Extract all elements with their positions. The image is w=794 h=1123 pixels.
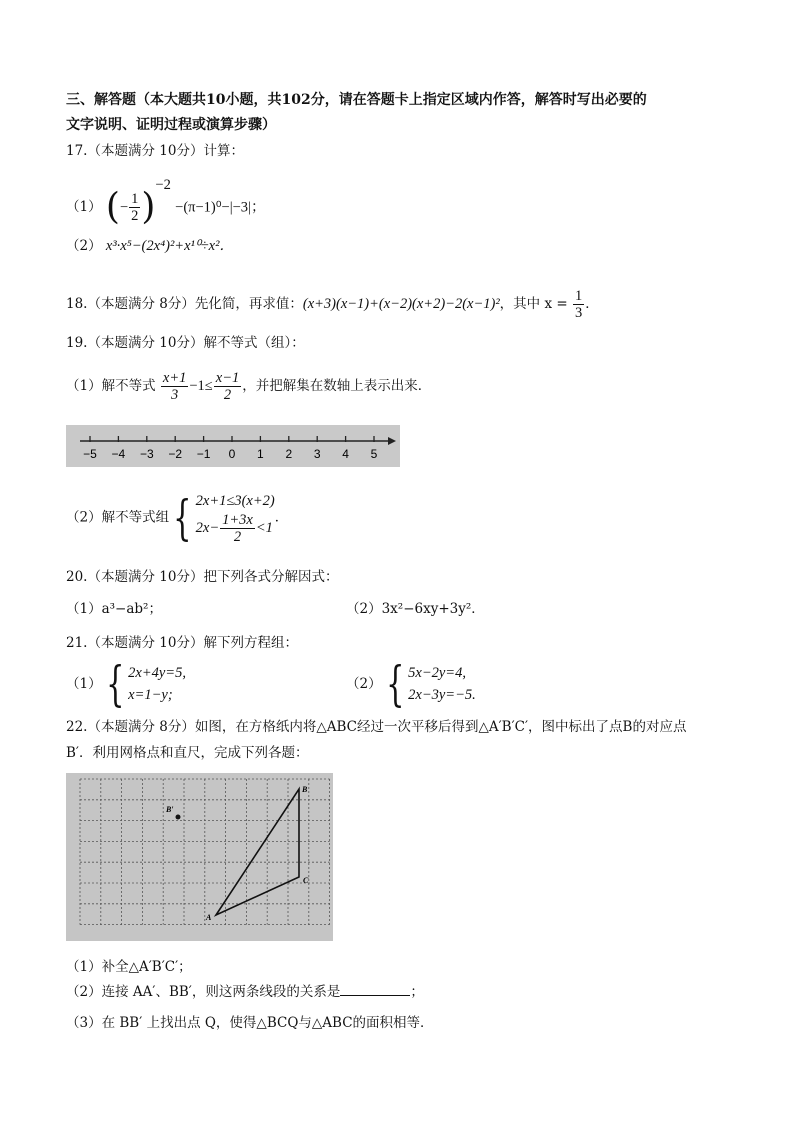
q22-line2: B′．利用网格点和直尺，完成下列各题： xyxy=(66,745,309,761)
q19-system-brace: { xyxy=(173,489,192,546)
q18-end: ． xyxy=(585,296,599,312)
number-line-tick-label: −5 xyxy=(83,447,97,461)
number-line-tick-label: −1 xyxy=(196,447,211,461)
q19-fraction2: $\frac{x-1}{2}$ xyxy=(215,370,240,403)
q19-sys-fraction: $\frac{1+3x}{2}$ xyxy=(222,512,253,545)
number-line-tick-label: 5 xyxy=(370,447,378,461)
number-line-svg xyxy=(66,425,400,467)
q21-part2: （2）{ 5x−2y=4, 2x−3y=−5. xyxy=(346,656,476,712)
number-line-tick-label: 1 xyxy=(257,447,264,461)
q18-x-fraction: $\frac{1}{3}$ xyxy=(574,288,583,321)
q21-part1: （1）{ 2x+4y=5, x=1−y; xyxy=(66,656,186,712)
q22-sub1: （1）补全△A′B′C′； xyxy=(66,959,192,975)
q19-part2 xyxy=(66,490,288,545)
q18-line xyxy=(66,288,599,321)
q18-expr: (x+3)(x−1)+(x−2)(x+2)−2(x−1)² xyxy=(302,296,500,312)
q19-p1-tail: ，并把解集在数轴上表示出来． xyxy=(242,378,432,394)
q19-sys-line2: 2x− $\frac{1+3x}{2}$ <1 xyxy=(195,512,273,545)
q17-fraction: $\frac{1}{2}$ xyxy=(131,191,139,224)
q18-heading: 18.（本题满分 8分）先化简，再求值： xyxy=(66,296,303,312)
q21-p1-system: 2x+4y=5, x=1−y; xyxy=(128,665,186,703)
q17-part1: （1） (− $\frac{1}{2}$ )$^{-2}$ −(π−1)⁰−|−3|； xyxy=(66,177,266,228)
label-b: B xyxy=(302,785,308,794)
q20-heading: 20.（本题满分 10分）把下列各式分解因式： xyxy=(66,569,339,585)
q17-p1-rest: −(π−1)⁰−|−3|； xyxy=(175,199,266,216)
point-b-prime xyxy=(176,815,181,820)
number-line-tick-label: 4 xyxy=(342,447,349,461)
label-c: C xyxy=(303,876,309,885)
q22-sub3: （3）在 BB′ 上找出点 Q，使得△BCQ与△ABC的面积相等． xyxy=(66,1015,434,1031)
label-a: A xyxy=(206,913,212,922)
number-line-tick-label: −3 xyxy=(139,447,154,461)
q17-p2-expr: x³·x⁵−(2x⁴)²+x¹⁰÷x²． xyxy=(105,238,234,254)
q19-system xyxy=(196,490,275,545)
q17-p1-label: （1） xyxy=(66,199,102,215)
number-line-tick-label: −2 xyxy=(168,447,183,461)
q19-p2-label: （2）解不等式组 xyxy=(66,509,170,526)
q20-part2: （2）3x²−6xy+3y²． xyxy=(346,601,485,617)
number-line-figure xyxy=(66,425,400,467)
q21-p1-brace: { xyxy=(105,656,125,712)
q17-p2-label: （2） xyxy=(66,238,102,254)
number-line-tick-label: −4 xyxy=(111,447,126,461)
triangle-abc xyxy=(216,789,299,915)
q17-left-paren: ( xyxy=(105,186,120,228)
q22-line1: 22.（本题满分 8分）如图，在方格纸内将△ABC经过一次平移后得到△A′B′C′，图中标出了点B的对应点 xyxy=(66,719,687,735)
number-line-tick-label: 2 xyxy=(285,447,293,461)
q19-fraction1: $\frac{x+1}{3}$ xyxy=(162,370,187,403)
q20-part1: （1）a³−ab²； xyxy=(66,601,162,617)
q22-sub2: （2）连接 AA′、BB′，则这两条线段的关系是 ； xyxy=(66,984,424,1000)
q19-part1 xyxy=(66,370,431,403)
q19-heading: 19.（本题满分 10分）解不等式（组）： xyxy=(66,335,305,351)
q17-right-paren: ) xyxy=(141,186,156,228)
number-line-arrow xyxy=(388,437,396,445)
q19-p2-end: ． xyxy=(274,509,289,526)
q17-part2 xyxy=(66,237,234,255)
q18-tail: ，其中 x = xyxy=(499,296,568,312)
q21-heading: 21.（本题满分 10分）解下列方程组： xyxy=(66,635,298,651)
grid-svg xyxy=(66,773,333,941)
section-title-line2: 文字说明、证明过程或演算步骤） xyxy=(66,117,276,133)
section-title-line1: 三、解答题（本大题共10小题，共102分，请在答题卡上指定区域内作答，解答时写出必要的 xyxy=(66,92,647,108)
q21-p2-brace: { xyxy=(385,656,405,712)
q19-sys-line1: 2x+1≤3(x+2) xyxy=(195,493,275,509)
number-line-tick-label: 3 xyxy=(313,447,321,461)
q19-p1-label: （1）解不等式 xyxy=(66,378,156,394)
q17-heading: 17.（本题满分 10分）计算： xyxy=(66,143,244,159)
label-b-prime: B′ xyxy=(166,805,174,814)
q19-p1-mid: −1≤ xyxy=(189,378,213,394)
answer-blank[interactable] xyxy=(340,995,410,996)
q21-p2-system: 5x−2y=4, 2x−3y=−5. xyxy=(408,665,476,703)
number-line-tick-label: 0 xyxy=(228,447,236,461)
grid-figure xyxy=(66,773,333,941)
